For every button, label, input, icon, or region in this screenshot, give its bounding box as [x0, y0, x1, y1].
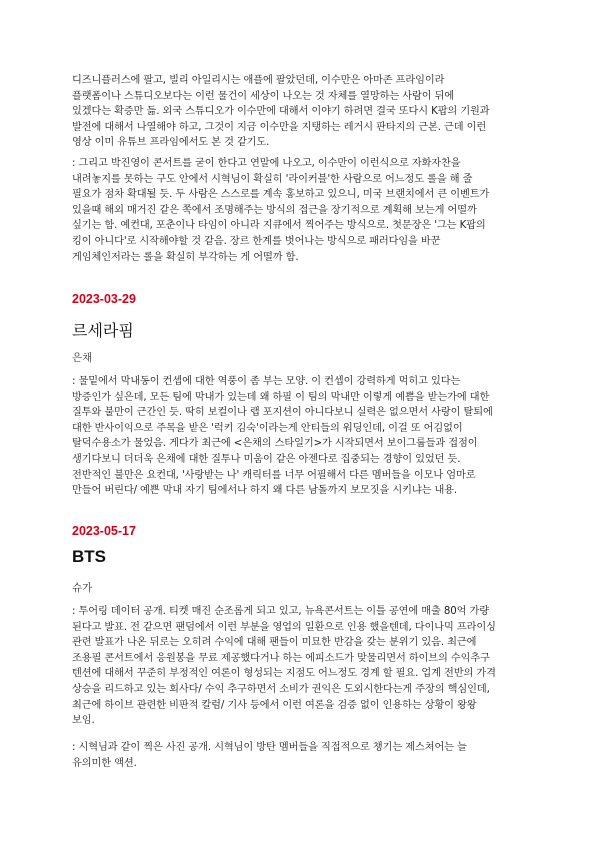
section-date: 2023-05-17	[72, 524, 136, 538]
text-line: 방증인가 싶은데, 모든 팀에 막내가 있는데 왜 하필 이 팀의 막내만 이렇게 예쁨을 받는가에 대한	[72, 391, 490, 403]
section-subtitle: 은채	[72, 352, 93, 364]
text-line: : 투어링 데이터 공개. 티켓 매진 순조롭게 되고 있고, 뉴욕콘서트는 이틀 공연에 매출 80억 가량	[72, 606, 489, 617]
text-line: 전반적인 불만은 요컨대, '사랑받는 나' 캐릭터를 너무 어필해서 다른 멤버들을 이모나 엄마로	[72, 469, 476, 481]
text-line: 디즈니플러스에 팔고, 빌리 아일리시는 애플에 팔았던데, 이수만은 아마존 프라임이라	[72, 75, 445, 86]
text-line: 상승을 리드하고 있는 회사다/ 수익 추구하면서 소비가 권익은 도외시한다는게 주장의 핵심인데,	[72, 683, 490, 695]
text-line: 텐션에 대해서 꾸준히 부정적인 여론이 형성되는 지점도 어느정도 경계 할 필요. 업계 전반의 가격	[72, 668, 496, 680]
intro-paragraph-1	[72, 73, 528, 151]
section-body	[72, 604, 528, 729]
section-subtitle: 슈가	[72, 582, 93, 594]
text-line: 질투와 불만이 근간인 듯. 딱히 보컬이나 랩 포지션이 아니다보니 실력은 없으면서 사랑이 탈퇴에	[72, 407, 493, 419]
section-body-2	[72, 740, 528, 771]
text-line: 플랫폼이나 스튜디오보다는 이런 물건이 세상이 나오는 것 자체를 열망하는 사람이 뒤에	[72, 90, 455, 102]
text-line: 관련 발표가 나온 뒤로는 오히려 수익에 대해 팬들이 미묘한 반감을 갖는 분위기 있음. 최근에	[72, 637, 477, 649]
text-line: 생기다보니 더더욱 은채에 대한 질투나 미움이 같은 아젠다로 집중되는 경향이 있었던 듯.	[72, 453, 461, 465]
text-line: 내려놓지를 못하는 구도 안에서 시혁님이 확실히 '라이커블'한 사람으로 어느정도 롤을 해 줄	[72, 173, 473, 185]
text-line: 탈덕수용소가 물었음. 게다가 최근에 <은채의 스타일기>가 시작되면서 보이그룹들과 접점이	[72, 438, 478, 450]
text-line: : 물밑에서 막내동이 컨셉에 대한 역풍이 좀 부는 모양. 이 컨셉이 강력하게 먹히고 있다는	[72, 376, 461, 387]
text-line: 대한 반사이익으로 주목을 받은 '럭키 김숙'이라는게 안티들의 워딩인데, 이걸 또 어김없이	[72, 422, 463, 434]
text-line: 만들어 버린다/ 예쁜 막내 자기 팀에서나 하지 왜 다른 남돌까지 보모짓을 시키냐는 내용.	[72, 485, 458, 497]
text-line: 싶기는 함. 예컨대, 포춘이나 타임이 아니라 지큐에서 찍어주는 방식으로. 첫문장은 '그는 K팝의	[72, 220, 486, 232]
text-line: 있을때 해외 매거진 같은 쪽에서 조명해주는 방식의 접근을 장기적으로 계획해 보는게 어떨까	[72, 204, 477, 216]
text-line: 발전에 대해서 나열해야 하고, 그것이 지금 이수만을 지탱하는 레거시 판타지의 근본. 근데 이런	[72, 121, 487, 133]
text-line: 필요가 점차 확대될 듯. 두 사람은 스스로를 계속 홍보하고 있으니, 미국 브랜치에서 큰 이벤트가	[72, 189, 490, 201]
section-title: 르세라핌	[72, 321, 134, 340]
text-line: 킹이 아니다'로 시작해야할 것 같음. 장르 한계를 벗어나는 방식으로 패러다임을 바꾼	[72, 235, 441, 247]
text-line: 조용필 콘서트에서 응원봉을 무료 제공했다거나 하는 에피소드가 맞물리면서 하이브의 수익추구	[72, 652, 490, 664]
text-line: 보임.	[72, 715, 95, 727]
text-line: 된다고 발표. 전 같으면 팬덤에서 이런 부분을 영업의 일환으로 인용 했을텐데, 다이나믹 프라이싱	[72, 621, 496, 633]
text-line: : 그리고 박진영이 콘서트를 굳이 한다고 연말에 나오고, 이수만이 이런식으로 자화자찬을	[72, 158, 461, 169]
section-body	[72, 374, 528, 499]
section-date: 2023-03-29	[72, 292, 136, 306]
text-line: 최근에 하이브 관련한 비판적 칼럼/ 기사 등에서 이런 여론을 검증 없이 인용하는 상황이 왕왕	[72, 699, 477, 711]
text-line: 게임체인저라는 롤을 확실히 부각하는 게 어떨까 함.	[72, 251, 299, 263]
section-title: BTS	[72, 547, 106, 566]
text-line: 있겠다는 확증만 듦. 외국 스튜디오가 이수만에 대해서 이야기 하려면 결국 또다시 K팝의 기원과	[72, 106, 490, 118]
text-line: 유의미한 액션.	[72, 757, 137, 769]
text-line: 영상 이미 유튜브 프라임에서도 본 것 같기도.	[72, 137, 270, 149]
text-line: : 시혁님과 같이 찍은 사진 공개. 시혁님이 방탄 멤버들을 직접적으로 챙기는 제스쳐어는 늘	[72, 742, 467, 753]
intro-paragraph-2	[72, 156, 528, 265]
